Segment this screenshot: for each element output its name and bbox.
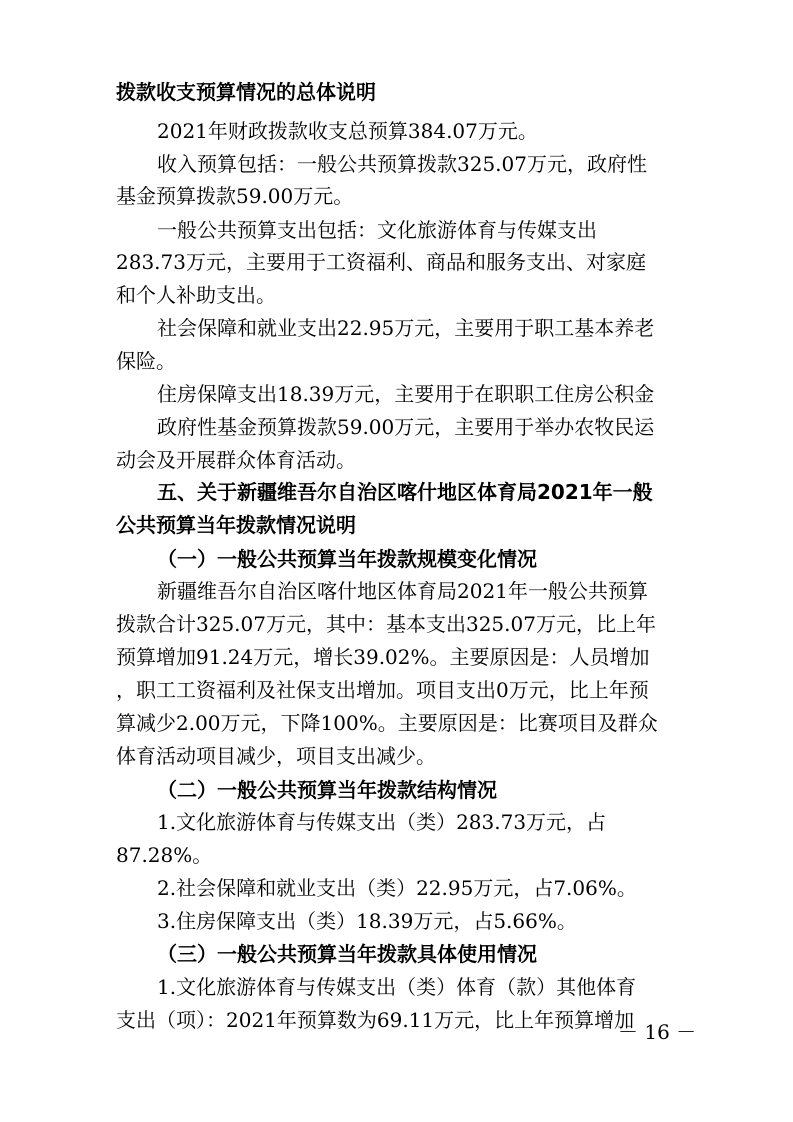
paragraph-line: 保险。 [116,349,176,373]
section-heading: 五、关于新疆维吾尔自治区喀什地区体育局2021年一般 [157,480,653,504]
list-item: 1.文化旅游体育与传媒支出（类）体育（款）其他体育 [157,975,637,999]
paragraph-line: 新疆维吾尔自治区喀什地区体育局2021年一般公共预算 [157,579,648,603]
subsection-heading: （一）一般公共预算当年拨款规模变化情况 [157,547,537,571]
paragraph-line: 住房保障支出18.39万元，主要用于在职职工住房公积金 [157,382,655,406]
list-item: 3.住房保障支出（类）18.39万元，占5.66%。 [157,909,577,933]
paragraph-line: 体育活动项目减少，项目支出减少。 [116,744,436,768]
paragraph-line: 算减少2.00万元，下降100%。主要原因是：比赛项目及群众 [116,711,658,735]
section-heading-continued: 拨款收支预算情况的总体说明 [116,80,376,104]
list-item-continued: 支出（项）：2021年预算数为69.11万元，比上年预算增加 [116,1008,635,1032]
paragraph-line: 和个人补助支出。 [116,283,276,307]
list-item: 1.文化旅游体育与传媒支出（类）283.73万元，占 [157,810,607,834]
paragraph-line: 拨款合计325.07万元，其中：基本支出325.07万元，比上年 [116,612,656,636]
paragraph-line: 2021年财政拨款收支总预算384.07万元。 [157,119,538,143]
list-item: 2.社会保障和就业支出（类）22.95万元，占7.06%。 [157,876,637,900]
section-heading: 公共预算当年拨款情况说明 [116,513,356,537]
paragraph-line: 一般公共预算支出包括：文化旅游体育与传媒支出 [157,218,597,242]
page-number: － 16 － [618,1020,697,1044]
paragraph-line: 预算增加91.24万元，增长39.02%。主要原因是：人员增加 [116,645,650,669]
subsection-heading: （二）一般公共预算当年拨款结构情况 [157,778,497,802]
paragraph-line: 283.73万元，主要用于工资福利、商品和服务支出、对家庭 [116,250,646,274]
paragraph-line: 政府性基金预算拨款59.00万元，主要用于举办农牧民运 [157,415,655,439]
paragraph-line: 基金预算拨款59.00万元。 [116,184,354,208]
paragraph-line: 动会及开展群众体育活动。 [116,448,356,472]
subsection-heading: （三）一般公共预算当年拨款具体使用情况 [157,942,537,966]
list-item-continued: 87.28%。 [116,843,213,867]
paragraph-line: 收入预算包括：一般公共预算拨款325.07万元，政府性 [157,152,647,176]
paragraph-line: ，职工工资福利及社保支出增加。项目支出0万元，比上年预 [116,678,649,702]
paragraph-line: 社会保障和就业支出22.95万元，主要用于职工基本养老 [157,316,655,340]
